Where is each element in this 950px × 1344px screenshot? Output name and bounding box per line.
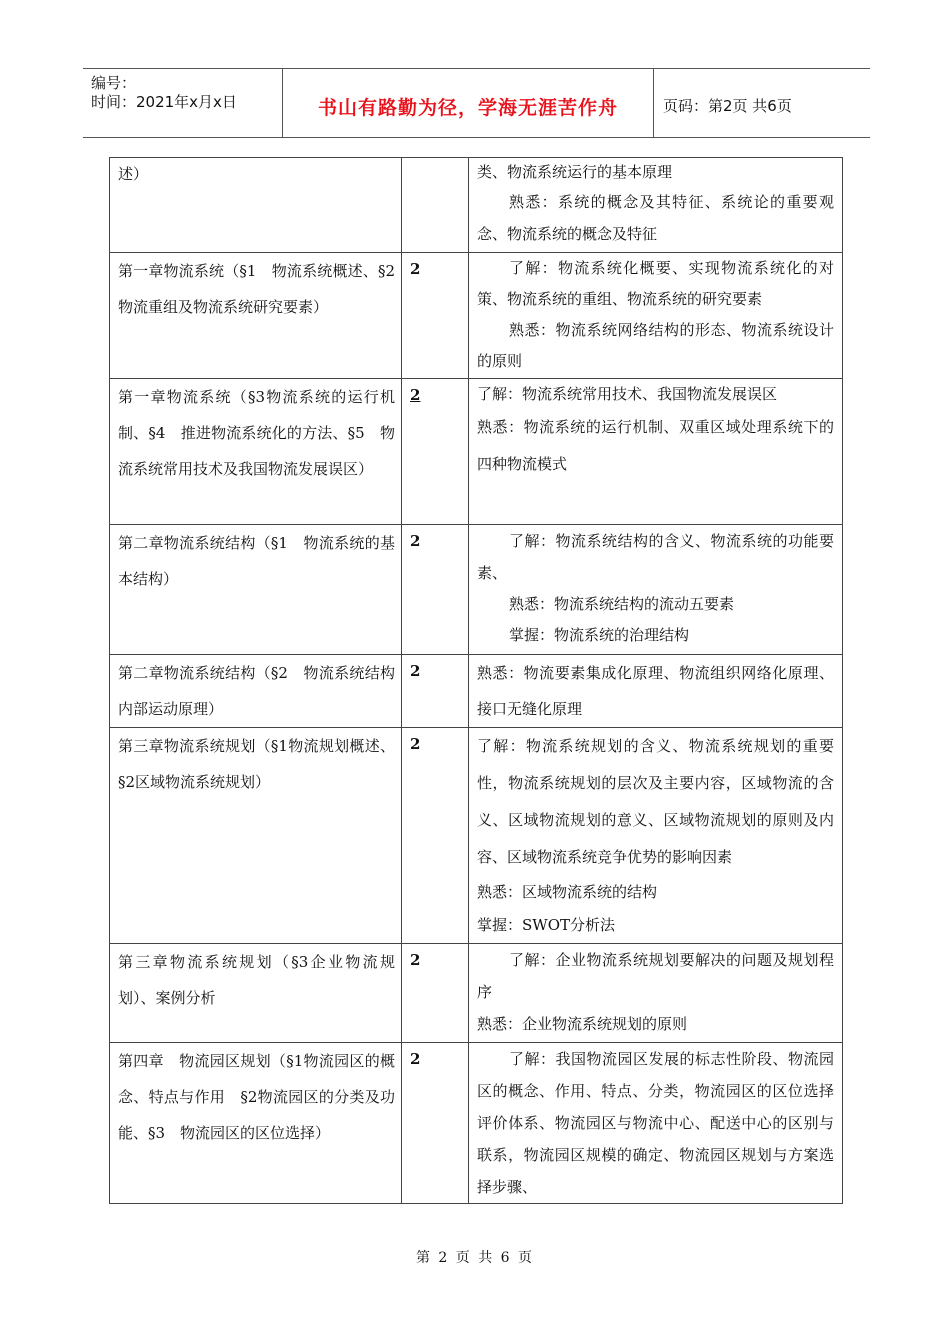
requirement-line: 类、物流系统运行的基本原理 [477,163,673,181]
requirement-cell [469,525,843,655]
requirement-line: 熟悉：企业物流系统规划的原则 [477,1015,688,1033]
hours-value: 2 [410,386,421,404]
table-row [110,525,843,655]
header-left-cell [83,69,282,137]
table-row [110,158,843,253]
hours-cell: 2 [402,1043,469,1204]
requirement-line: 掌握：物流系统的治理结构 [509,626,690,644]
header-motto: 书山有路勤为径，学海无涯苦作舟 [317,97,618,119]
hours-cell: 2 [402,253,469,379]
chapter-cell: 第一章物流系统（§3物流系统的运行机制、§4 推进物流系统化的方法、§5 物流系统常用技术及我国物流发展误区） [110,379,402,525]
chapter-cell: 第三章物流系统规划（§1物流规划概述、§2区域物流系统规划） [110,728,402,944]
table-row [110,728,843,944]
chapter-cell: 第三章物流系统规划（§3企业物流规划）、案例分析 [110,944,402,1043]
chapter-cell: 第二章物流系统结构（§1 物流系统的基本结构） [110,525,402,655]
header-center-cell [282,69,654,137]
requirement-line: 熟悉：物流系统结构的流动五要素 [509,595,735,613]
syllabus-table [109,157,843,1204]
requirement-cell [469,944,843,1043]
chapter-cell: 第四章 物流园区规划（§1物流园区的概念、特点与作用 §2物流园区的分类及功能、§3 物流园区的区位选择） [110,1043,402,1204]
requirement-line: 了解：我国物流园区发展的标志性阶段、物流园区的概念、作用、特点、分类，物流园区的区位选择评价体系、物流园区与物流中心、配送中心的区别与联系，物流园区规模的确定、物流园区规划与方案选择步骤、 [477,1050,834,1196]
requirement-line: 熟悉：物流系统网络结构的形态、物流系统设计的原则 [477,321,834,370]
header-page-label: 页码：第2页 共6页 [663,97,792,115]
requirement-line: 熟悉：区域物流系统的结构 [477,883,658,901]
chapter-cell: 第一章物流系统（§1 物流系统概述、§2物流重组及物流系统研究要素） [110,253,402,379]
hours-cell: 2 [402,728,469,944]
chapter-cell: 述） [110,158,402,253]
hours-cell [402,158,469,253]
page-header [83,68,870,138]
document-number-label: 编号： [91,74,137,92]
requirement-line: 熟悉：物流要素集成化原理、物流组织网络化原理、接口无缝化原理 [477,664,834,718]
requirement-cell [469,253,843,379]
table-row [110,944,843,1043]
document-date-label: 时间：2021年x月x日 [91,93,237,111]
requirement-cell [469,158,843,253]
requirement-line: 了解：物流系统化概要、实现物流系统化的对策、物流系统的重组、物流系统的研究要素 [477,259,834,308]
requirement-cell [469,1043,843,1204]
hours-cell: 2 [402,944,469,1043]
requirement-cell [469,655,843,728]
requirement-cell [469,379,843,525]
requirement-line: 熟悉：物流系统的运行机制、双重区域处理系统下的四种物流模式 [477,418,834,473]
table-row [110,655,843,728]
table-row [110,1043,843,1204]
table-row [110,253,843,379]
requirement-line: 了解：物流系统规划的含义、物流系统规划的重要性，物流系统规划的层次及主要内容，区域物流的含义、区域物流规划的意义、区域物流规划的原则及内容、区域物流系统竞争优势的影响因素 [477,737,834,866]
header-right-cell [653,69,870,137]
hours-cell [402,379,469,525]
requirement-line: 掌握：SWOT分析法 [477,916,615,934]
requirement-line: 熟悉：系统的概念及其特征、系统论的重要观念、物流系统的概念及特征 [477,193,834,243]
hours-cell: 2 [402,655,469,728]
chapter-cell: 第二章物流系统结构（§2 物流系统结构内部运动原理） [110,655,402,728]
requirement-line: 了解：物流系统结构的含义、物流系统的功能要素、 [477,532,834,582]
requirement-line: 了解：企业物流系统规划要解决的问题及规划程序 [477,951,834,1001]
requirement-line: 了解：物流系统常用技术、我国物流发展误区 [477,385,778,403]
hours-cell: 2 [402,525,469,655]
requirement-cell [469,728,843,944]
table-row [110,379,843,525]
page-footer: 第 2 页 共 6 页 [415,1250,535,1266]
